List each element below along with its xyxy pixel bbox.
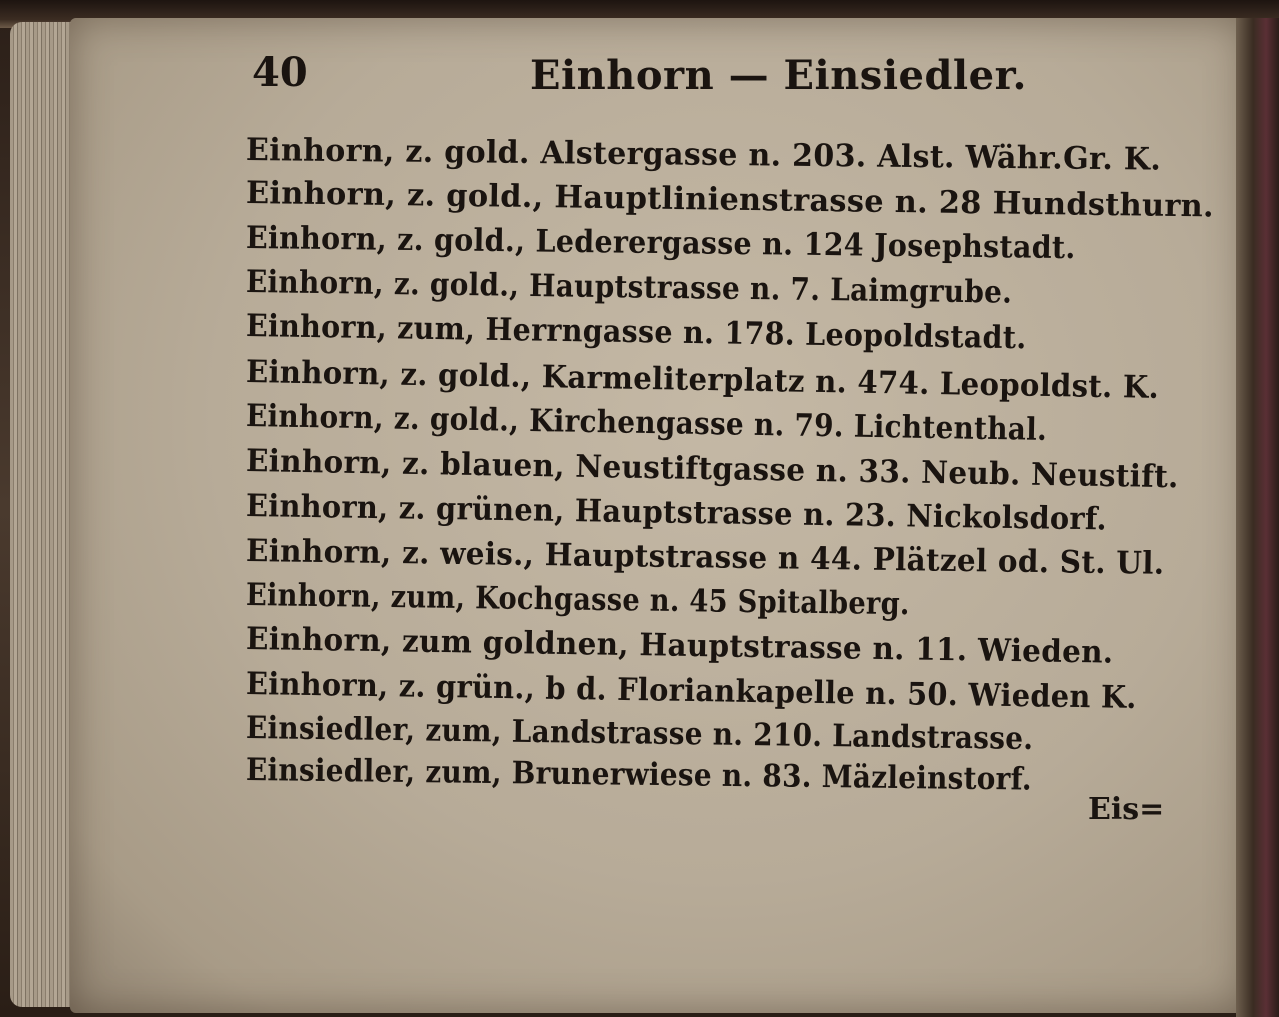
directory-entry: Einhorn, z. grün., b d. Floriankapelle n. 50. Wieden K. (245, 666, 1137, 716)
directory-entry: Einsiedler, zum, Landstrasse n. 210. Landstrasse. (245, 710, 1034, 757)
directory-entry: Einhorn, z. gold., Hauptlinienstrasse n. 28 Hundsthurn. (245, 175, 1215, 225)
directory-entry: Einhorn, z. gold., Kirchengasse n. 79. Lichtenthal. (245, 398, 1048, 448)
directory-entry: Einhorn, zum, Herrngasse n. 178. Leopoldstadt. (245, 308, 1027, 357)
running-head: Einhorn — Einsiedler. (530, 52, 1027, 99)
directory-entry: Einhorn, zum goldnen, Hauptstrasse n. 11. Wieden. (245, 621, 1114, 671)
directory-entry: Einhorn, zum, Kochgasse n. 45 Spitalberg. (245, 577, 910, 623)
directory-entry: Einsiedler, zum, Brunerwiese n. 83. Mäzleinstorf. (245, 752, 1033, 798)
directory-entry: Einhorn, z. gold., Hauptstrasse n. 7. Laimgrube. (245, 264, 1013, 311)
directory-entry: Einhorn, z. gold., Lederergasse n. 124 Josephstadt. (245, 220, 1076, 267)
directory-entry: Einhorn, z. grünen, Hauptstrasse n. 23. Nickolsdorf. (245, 488, 1108, 538)
directory-entry: Einhorn, z. gold. Alstergasse n. 203. Alst. Währ.Gr. K. (245, 132, 1162, 178)
directory-entry: Einhorn, z. gold., Karmeliterplatz n. 474. Leopoldst. K. (245, 354, 1160, 406)
directory-entry: Einhorn, z. weis., Hauptstrasse n 44. Plätzel od. St. Ul. (245, 533, 1165, 582)
page-number: 40 (252, 49, 308, 96)
directory-entry: Einhorn, z. blauen, Neustiftgasse n. 33. Neub. Neustift. (245, 443, 1179, 496)
catchword: Eis= (1088, 792, 1165, 827)
